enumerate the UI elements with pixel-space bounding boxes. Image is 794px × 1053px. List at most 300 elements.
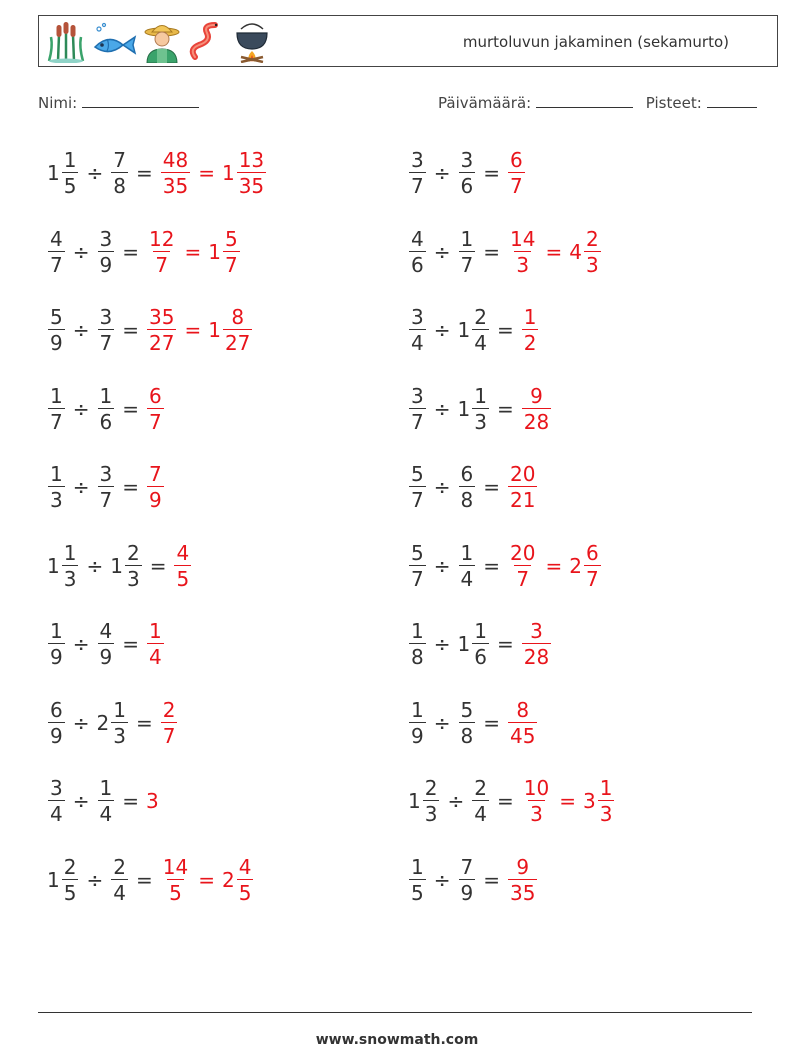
worm-icon xyxy=(187,21,227,63)
fraction xyxy=(111,150,128,196)
numerator: 14 xyxy=(162,854,189,879)
answer-improper xyxy=(160,697,179,748)
fraction xyxy=(409,150,426,196)
numerator: 10 xyxy=(523,776,550,800)
numerator: 2 xyxy=(63,854,77,879)
divide-sign: ÷ xyxy=(86,867,104,892)
fraction xyxy=(48,621,65,667)
fraction xyxy=(223,307,252,353)
fraction xyxy=(459,540,476,591)
numerator: 4 xyxy=(99,619,113,643)
answer-mixed xyxy=(583,778,615,824)
denominator: 5 xyxy=(411,880,424,905)
denominator: 5 xyxy=(63,174,77,198)
equals-sign: = xyxy=(122,789,139,813)
fraction xyxy=(423,778,440,824)
equals-sign: = xyxy=(483,239,500,264)
dividend xyxy=(47,226,66,277)
numerator: 2 xyxy=(585,226,599,251)
numerator: 13 xyxy=(238,148,265,172)
fraction xyxy=(98,383,115,434)
problem-item xyxy=(408,850,538,910)
numerator: 5 xyxy=(411,540,424,565)
equals-sign: = xyxy=(496,396,514,421)
numerator: 7 xyxy=(149,462,162,486)
fraction xyxy=(409,854,426,905)
numerator: 3 xyxy=(460,148,474,172)
divide-sign: ÷ xyxy=(72,318,90,342)
equals-sign: = xyxy=(483,867,500,892)
denominator: 35 xyxy=(162,174,189,198)
divisor xyxy=(458,226,477,277)
answer xyxy=(521,621,552,667)
problem-item xyxy=(408,379,552,439)
answer xyxy=(146,464,165,510)
equals-sign: = xyxy=(483,475,500,499)
problem-item xyxy=(47,143,267,203)
divisor xyxy=(458,307,490,353)
denominator: 8 xyxy=(411,645,424,669)
answer-mixed xyxy=(569,226,601,277)
equals-sign: = xyxy=(135,867,153,892)
worksheet-title: murtoluvun jakaminen (sekamurto) xyxy=(462,33,729,51)
divisor xyxy=(458,540,477,591)
divide-sign: ÷ xyxy=(72,632,90,656)
equals-sign: = xyxy=(184,318,202,342)
problem-item xyxy=(47,771,160,831)
denominator: 9 xyxy=(411,723,424,748)
denominator: 3 xyxy=(585,252,599,277)
numerator: 20 xyxy=(510,540,536,565)
divisor xyxy=(97,464,116,510)
denominator: 27 xyxy=(224,331,251,355)
problem-item xyxy=(47,222,241,282)
denominator: 8 xyxy=(460,488,474,512)
equals-sign: = xyxy=(496,632,514,656)
denominator: 8 xyxy=(113,174,126,198)
answer-improper xyxy=(521,383,552,434)
fraction xyxy=(161,150,190,196)
numerator: 3 xyxy=(530,619,543,643)
cooking-pot-icon xyxy=(231,21,273,63)
answer-improper xyxy=(146,464,165,510)
answer xyxy=(507,464,538,510)
whole-number: 1 xyxy=(457,318,471,342)
fraction xyxy=(48,778,65,824)
numerator: 1 xyxy=(149,619,162,643)
numerator: 1 xyxy=(113,697,126,722)
denominator: 3 xyxy=(474,409,487,434)
equals-sign: = xyxy=(483,553,500,578)
problem-item xyxy=(47,536,192,596)
problem-item xyxy=(47,614,165,674)
divide-sign: ÷ xyxy=(72,789,90,813)
answer xyxy=(146,383,165,434)
denominator: 2 xyxy=(523,331,537,355)
fraction xyxy=(472,621,489,667)
denominator: 5 xyxy=(176,566,190,591)
denominator: 4 xyxy=(149,645,162,669)
answer xyxy=(146,226,241,277)
numerator: 5 xyxy=(50,305,63,329)
denominator: 5 xyxy=(169,880,182,905)
score-line[interactable] xyxy=(707,93,757,108)
equals-sign: = xyxy=(198,161,215,185)
fraction xyxy=(62,854,79,905)
denominator: 27 xyxy=(149,331,175,355)
numerator: 3 xyxy=(411,383,424,408)
whole-number: 4 xyxy=(569,239,582,264)
numerator: 2 xyxy=(113,854,126,879)
denominator: 28 xyxy=(523,645,550,669)
whole-number: 1 xyxy=(457,396,471,421)
numerator: 1 xyxy=(523,305,537,329)
numerator: 6 xyxy=(510,148,523,172)
answer xyxy=(160,854,255,905)
dividend xyxy=(408,697,427,748)
fraction xyxy=(522,778,551,824)
numerator: 1 xyxy=(411,697,424,722)
fraction xyxy=(223,226,240,277)
denominator: 5 xyxy=(63,880,77,905)
divide-sign: ÷ xyxy=(433,396,451,421)
numerator: 8 xyxy=(516,697,530,722)
answer-improper xyxy=(173,540,192,591)
fraction xyxy=(459,150,476,196)
numerator: 1 xyxy=(460,226,474,251)
denominator: 4 xyxy=(474,802,487,826)
answer xyxy=(160,697,179,748)
fraction xyxy=(174,540,191,591)
denominator: 4 xyxy=(411,331,424,355)
answer xyxy=(507,150,526,196)
numerator: 14 xyxy=(510,226,536,251)
numerator: 6 xyxy=(460,462,474,486)
divide-sign: ÷ xyxy=(72,475,90,499)
equals-sign: = xyxy=(545,553,563,578)
answer-improper xyxy=(146,226,177,277)
fraction xyxy=(508,150,525,196)
denominator: 7 xyxy=(155,252,169,277)
denominator: 7 xyxy=(411,174,424,198)
whole-number: 3 xyxy=(582,789,596,813)
equals-sign: = xyxy=(135,710,153,735)
fraction xyxy=(409,383,426,434)
fraction xyxy=(98,621,115,667)
equals-sign: = xyxy=(198,867,215,892)
whole-number: 1 xyxy=(47,161,60,185)
answer xyxy=(521,383,552,434)
equals-sign: = xyxy=(496,318,514,342)
divisor xyxy=(458,697,477,748)
fraction xyxy=(147,621,164,667)
denominator: 7 xyxy=(162,723,176,748)
divide-sign: ÷ xyxy=(72,396,90,421)
denominator: 4 xyxy=(99,802,113,826)
denominator: 3 xyxy=(50,488,63,512)
fraction xyxy=(472,383,489,434)
divide-sign: ÷ xyxy=(447,789,465,813)
numerator: 5 xyxy=(411,462,424,486)
divisor xyxy=(96,697,129,748)
denominator: 7 xyxy=(224,252,238,277)
divide-sign: ÷ xyxy=(86,161,104,185)
whole-number: 1 xyxy=(47,553,60,578)
equals-sign: = xyxy=(184,239,202,264)
fraction xyxy=(62,540,79,591)
whole-number: 1 xyxy=(457,632,471,656)
numerator: 1 xyxy=(50,462,63,486)
numerator: 2 xyxy=(162,697,176,722)
problem-item xyxy=(408,614,552,674)
fraction xyxy=(98,307,115,353)
fraction xyxy=(111,697,128,748)
divisor xyxy=(458,150,477,196)
denominator: 28 xyxy=(523,409,550,434)
divide-sign: ÷ xyxy=(433,553,451,578)
answer-improper xyxy=(521,621,552,667)
denominator: 7 xyxy=(99,488,113,512)
answer xyxy=(146,621,165,667)
whole-number: 2 xyxy=(96,710,110,735)
divisor xyxy=(97,383,116,434)
cattail-plant-icon xyxy=(45,21,87,63)
denominator: 35 xyxy=(510,880,536,905)
dividend xyxy=(408,540,427,591)
equals-sign: = xyxy=(122,475,139,499)
numerator: 35 xyxy=(149,305,175,329)
name-line[interactable] xyxy=(82,93,199,108)
denominator: 7 xyxy=(50,252,63,277)
problem-item xyxy=(47,379,165,439)
denominator: 3 xyxy=(530,802,543,826)
answer xyxy=(507,854,538,905)
denominator: 3 xyxy=(599,802,613,826)
denominator: 9 xyxy=(99,252,113,277)
answer xyxy=(507,697,538,748)
fraction xyxy=(522,621,551,667)
numerator: 2 xyxy=(424,776,438,800)
problem-item xyxy=(47,300,253,360)
numerator: 3 xyxy=(99,462,113,486)
answer-mixed xyxy=(222,150,267,196)
fraction xyxy=(147,226,176,277)
dividend xyxy=(408,307,427,353)
denominator: 4 xyxy=(50,802,63,826)
fraction xyxy=(98,464,115,510)
answer-improper xyxy=(507,854,538,905)
numerator: 1 xyxy=(63,148,77,172)
dividend xyxy=(408,621,427,667)
dividend xyxy=(408,778,440,824)
denominator: 3 xyxy=(63,566,77,591)
answer-improper xyxy=(160,854,191,905)
fraction xyxy=(584,540,601,591)
denominator: 7 xyxy=(411,566,424,591)
divide-sign: ÷ xyxy=(433,475,451,499)
numerator: 9 xyxy=(530,383,543,408)
answer xyxy=(146,307,253,353)
numerator: 1 xyxy=(474,383,487,408)
denominator: 9 xyxy=(50,331,63,355)
denominator: 9 xyxy=(99,645,113,669)
dividend xyxy=(408,464,427,510)
divisor xyxy=(110,540,142,591)
fraction xyxy=(125,540,142,591)
fraction xyxy=(472,778,489,824)
denominator: 3 xyxy=(516,252,530,277)
numerator: 1 xyxy=(474,619,487,643)
problem-item xyxy=(47,693,178,753)
whole-number: 2 xyxy=(221,867,235,892)
numerator: 7 xyxy=(460,854,474,879)
fraction xyxy=(508,854,537,905)
numerator: 5 xyxy=(224,226,238,251)
problem-item xyxy=(408,300,539,360)
dividend xyxy=(47,854,79,905)
fraction xyxy=(161,854,190,905)
problem-item xyxy=(408,222,602,282)
numerator: 1 xyxy=(50,619,63,643)
denominator: 7 xyxy=(411,488,424,512)
divisor xyxy=(458,621,490,667)
footer-divider xyxy=(38,1012,752,1013)
fraction xyxy=(409,697,426,748)
fraction xyxy=(459,464,476,510)
divisor xyxy=(471,778,490,824)
numerator: 4 xyxy=(176,540,190,565)
problem-item xyxy=(408,457,538,517)
numerator: 9 xyxy=(516,854,530,879)
equals-sign: = xyxy=(122,318,139,342)
answer xyxy=(173,540,192,591)
problem-item xyxy=(408,693,538,753)
divide-sign: ÷ xyxy=(72,710,90,735)
fraction xyxy=(147,307,176,353)
equals-sign: = xyxy=(135,161,153,185)
fraction xyxy=(48,307,65,353)
numerator: 6 xyxy=(585,540,599,565)
numerator: 3 xyxy=(99,226,113,251)
header-icons xyxy=(45,19,273,65)
fraction xyxy=(48,464,65,510)
whole-number: 3 xyxy=(146,789,159,813)
answer-improper xyxy=(507,540,538,591)
denominator: 6 xyxy=(411,252,424,277)
fraction xyxy=(508,464,537,510)
answer-mixed xyxy=(221,854,254,905)
answer-mixed xyxy=(208,226,240,277)
denominator: 4 xyxy=(474,331,487,355)
denominator: 7 xyxy=(99,331,113,355)
denominator: 7 xyxy=(510,174,523,198)
numerator: 1 xyxy=(411,619,424,643)
fraction xyxy=(409,540,426,591)
numerator: 5 xyxy=(460,697,474,722)
equals-sign: = xyxy=(122,396,139,421)
divide-sign: ÷ xyxy=(433,867,451,892)
fraction xyxy=(161,697,178,748)
divide-sign: ÷ xyxy=(433,710,451,735)
divisor xyxy=(110,854,129,905)
denominator: 4 xyxy=(460,566,474,591)
numerator: 1 xyxy=(63,540,77,565)
fraction xyxy=(48,383,65,434)
fraction xyxy=(459,697,476,748)
equals-sign: = xyxy=(149,553,167,578)
fraction xyxy=(459,854,476,905)
numerator: 1 xyxy=(411,854,424,879)
numerator: 3 xyxy=(50,776,63,800)
dividend xyxy=(47,621,66,667)
fraction xyxy=(409,621,426,667)
denominator: 7 xyxy=(460,252,474,277)
equals-sign: = xyxy=(559,789,576,813)
dividend xyxy=(47,307,66,353)
equals-sign: = xyxy=(496,789,514,813)
fraction xyxy=(147,383,164,434)
fraction xyxy=(584,226,601,277)
fraction xyxy=(147,464,164,510)
numerator: 3 xyxy=(411,305,424,329)
fraction xyxy=(237,854,254,905)
fraction xyxy=(98,226,115,277)
numerator: 4 xyxy=(50,226,63,251)
fraction xyxy=(48,226,65,277)
answer-improper xyxy=(521,778,552,824)
problem-item xyxy=(408,536,602,596)
fraction xyxy=(522,307,539,353)
divisor xyxy=(97,621,116,667)
numerator: 12 xyxy=(149,226,175,251)
dividend xyxy=(408,226,427,277)
problem-item xyxy=(47,457,165,517)
whole-number: 1 xyxy=(47,867,60,892)
date-line[interactable] xyxy=(536,93,633,108)
dividend xyxy=(408,383,427,434)
problem-item xyxy=(47,850,254,910)
divide-sign: ÷ xyxy=(433,318,451,342)
worksheet-header xyxy=(38,15,778,67)
denominator: 9 xyxy=(50,723,63,748)
whole-number: 1 xyxy=(408,789,421,813)
answer-improper xyxy=(146,307,177,353)
denominator: 3 xyxy=(113,723,126,748)
whole-number: 1 xyxy=(110,553,123,578)
numerator: 6 xyxy=(50,697,63,722)
answer xyxy=(521,778,616,824)
denominator: 6 xyxy=(474,645,487,669)
equals-sign: = xyxy=(483,161,500,185)
answer-improper xyxy=(146,789,160,813)
numerator: 48 xyxy=(162,148,189,172)
equals-sign: = xyxy=(545,239,563,264)
denominator: 9 xyxy=(149,488,162,512)
denominator: 35 xyxy=(238,174,265,198)
dividend xyxy=(47,150,79,196)
answer xyxy=(507,540,602,591)
numerator: 20 xyxy=(510,462,536,486)
date-score-fields xyxy=(438,93,757,112)
numerator: 3 xyxy=(411,148,424,172)
dividend xyxy=(47,697,66,748)
dividend xyxy=(408,854,427,905)
fraction xyxy=(237,150,266,196)
numerator: 4 xyxy=(411,226,424,251)
problem-item xyxy=(408,771,615,831)
divisor xyxy=(457,383,490,434)
answer-improper xyxy=(160,150,191,196)
